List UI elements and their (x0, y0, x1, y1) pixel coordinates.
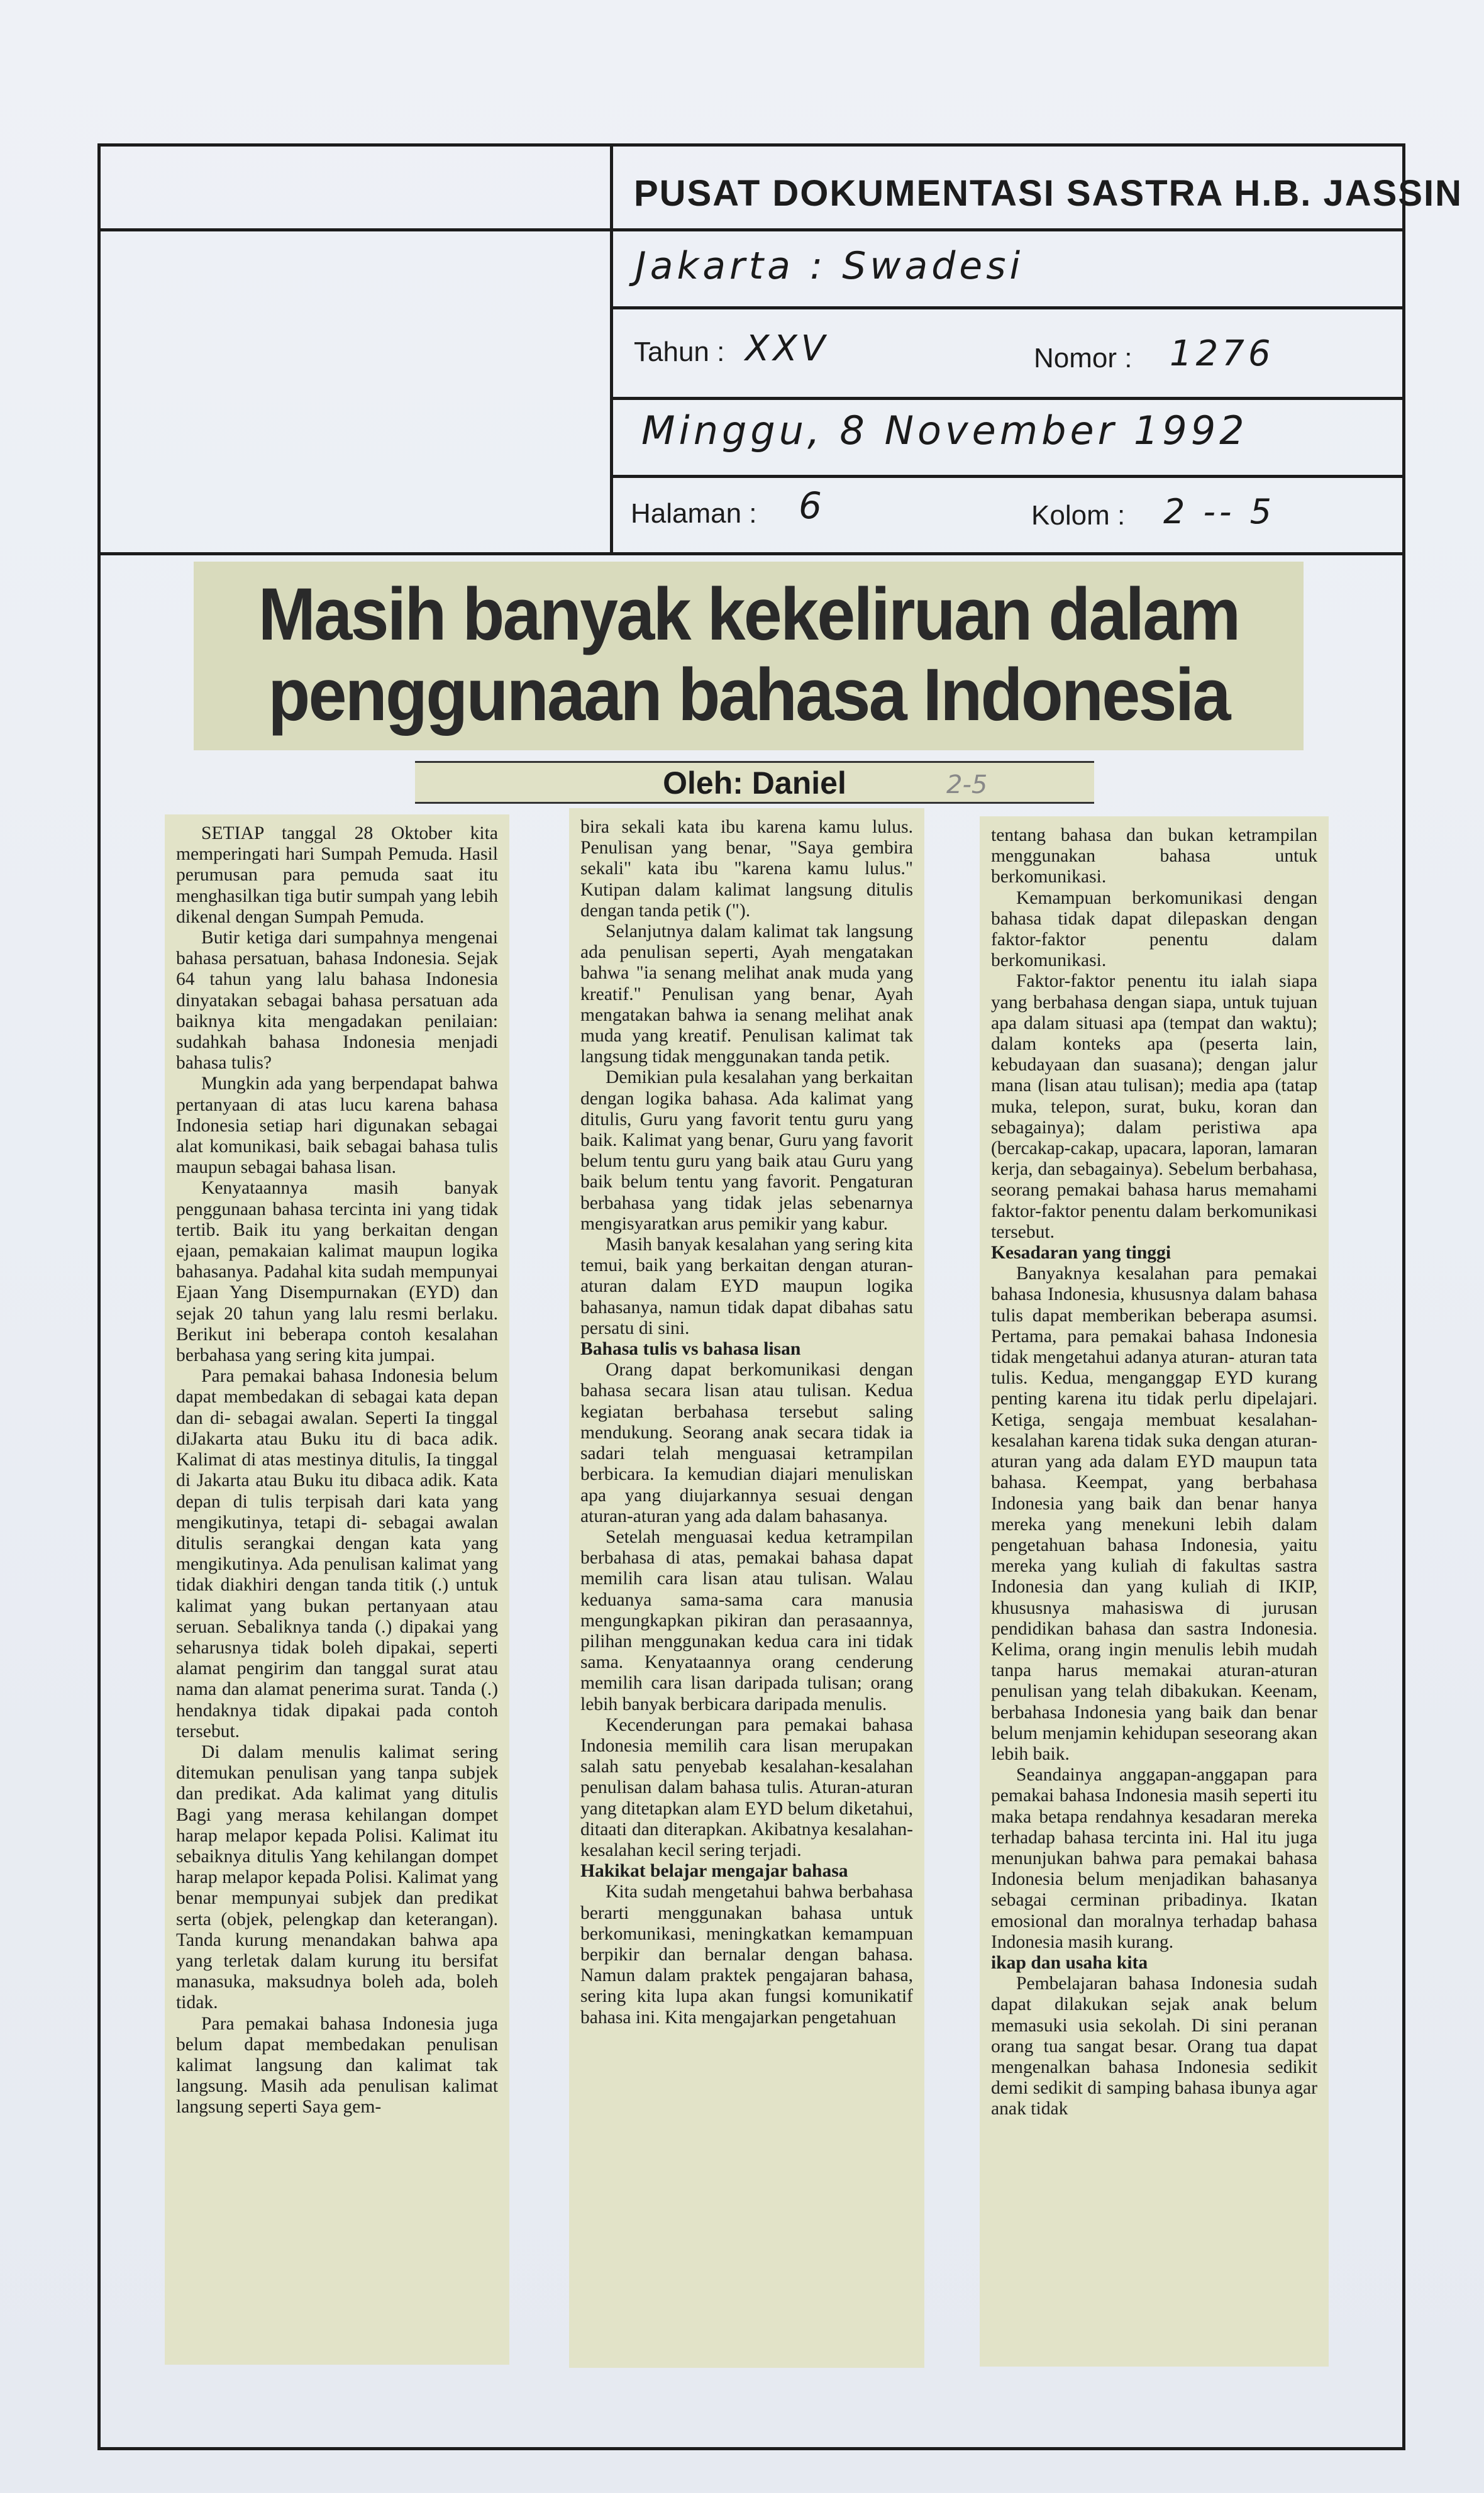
headline-line-2: penggunaan bahasa Indonesia (268, 653, 1229, 736)
byline-rule-top (415, 761, 1094, 763)
paragraph: Banyaknya kesalahan para pemakai bahasa Indonesia, khususnya dalam bahasa tulis dapat memberikan beberapa asumsi. Pertama, para pemakai bahasa Indonesia tidak mengetahui adanya aturan- aturan tata tulis. Kedua, menganggap EYD kurang penting karena itu tidak perlu dipelajari. Ketiga, sengaja membuat kesalahan- kesalahan karena tidak suka dengan aturan-aturan yang ada dalam EYD maupun tata bahasa. Keempat, yang berbahasa Indonesia yang baik dan benar hanya mereka yang menekuni lebih dalam pengetahuan bahasa Indonesia, yaitu mereka yang kuliah di fakultas sastra Indonesia dan yang kuliah di IKIP, khususnya mahasiswa di jurusan pendidikan bahasa dan sastra Indonesia. Kelima, orang ingin menulis lebih mudah tanpa harus memakai aturan-aturan penulisan yang telah dibakukan. Keenam, berbahasa Indonesia yang baik dan benar belum menjamin kehidupan seseorang akan lebih baik. (991, 1263, 1317, 1764)
paragraph: Seandainya anggapan-anggapan para pemakai bahasa Indonesia masih seperti itu maka betapa rendahnya kesadaran mereka terhadap bahasa tercinta ini. Hal itu juga menunjukan bahwa para pemakai bahasa Indonesia belum menjadikan bahasanya sebagai cerminan pribadinya. Ikatan emosional dan moralnya terhadap bahasa Indonesia masih kurang. (991, 1765, 1317, 1952)
paragraph: bira sekali kata ibu karena kamu lulus. Penulisan yang benar, "Saya gembira sekali" kata ibu "karena kamu lulus." Kutipan dalam kalimat langsung ditulis dengan tanda petik ("). (580, 817, 913, 921)
halaman-value: 6 (799, 484, 826, 527)
byline-rule-bottom (415, 802, 1094, 804)
halaman-label: Halaman : (631, 498, 757, 529)
paragraph: Kita sudah mengetahui bahwa berbahasa berarti menggunakan bahasa untuk berkomunikasi, meningkatkan kemampuan berpikir dan bernalar dengan bahasa. Namun dalam praktek pengajaran bahasa, sering kita lupa akan fungsi komunikatif bahasa ini. Kita mengajarkan pengetahuan (580, 1882, 913, 2028)
paragraph: Setelah menguasai kedua ketrampilan berbahasa di atas, pemakai bahasa dapat memilih cara lisan atau tulisan. Walau keduanya sama-sama cara manusia mengungkapkan pikiran dan perasaannya, pilihan menggunakan kedua cara ini tidak sama. Kenyataannya orang cenderung memilih cara lisan daripada tulisan; orang lebih banyak berbicara daripada menulis. (580, 1526, 913, 1714)
headline-clip (194, 562, 1304, 750)
date-handwritten: Minggu, 8 November 1992 (641, 408, 1248, 453)
source-handwritten: Jakarta : Swadesi (635, 244, 1024, 288)
margin-note: 2-5 (946, 770, 988, 799)
subheading: Hakikat belajar mengajar bahasa (580, 1861, 848, 1882)
subheading: Bahasa tulis vs bahasa lisan (580, 1339, 801, 1360)
header-divider-vertical (610, 147, 613, 552)
paragraph: Para pemakai bahasa Indonesia juga belum dapat membedakan penulisan kalimat langsung dan kalimat tak langsung. Masih ada penulisan kalimat langsung seperti Saya gem- (176, 2013, 498, 2118)
byline: Oleh: Daniel (663, 765, 846, 801)
tahun-value: XXV (745, 328, 829, 369)
article-column-2 (569, 808, 924, 2368)
byline-clip (415, 761, 1094, 804)
tahun-label: Tahun : (634, 336, 725, 367)
nomor-label: Nomor : (1034, 343, 1132, 374)
paragraph: Para pemakai bahasa Indonesia belum dapat membedakan di sebagai kata depan dan di- sebagai awalan. Seperti Ia tinggal diJakarta atau Buku itu di baca adik. Kalimat di atas mestinya ditulis, Ia tinggal di Jakarta atau Buku itu dibaca adik. Kata depan di tulis terpisah dari kata yang mengikutinya, tetapi di- sebagai awalan ditulis serangkai dengan kata yang mengikutinya. Ada penulisan kalimat yang tidak diakhiri dengan tanda titik (.) untuk kalimat yang bukan pertanyaan atau seruan. Sebaliknya tanda (.) dipakai yang seharusnya tidak boleh dipakai, seperti alamat pengirim dan tanggal surat atau nama dan alamat penerima surat. Tanda (.) hendaknya tidak dipakai pada contoh tersebut. (176, 1366, 498, 1741)
paragraph: SETIAP tanggal 28 Oktober kita memperingati hari Sumpah Pemuda. Hasil perumusan para pemuda saat itu menghasilkan tiga butir sumpah yang lebih dikenal dengan Sumpah Pemuda. (176, 823, 498, 927)
paragraph: tentang bahasa dan bukan ketrampilan menggunakan bahasa untuk berkomunikasi. (991, 825, 1317, 887)
article-column-1 (165, 814, 509, 2365)
paragraph: Masih banyak kesalahan yang sering kita temui, baik yang berkaitan dengan aturan-aturan dalam EYD maupun logika bahasanya, namun tidak dapat dibahas satu persatu di sini. (580, 1235, 913, 1338)
institution-title: PUSAT DOKUMENTASI SASTRA H.B. JASSIN (634, 173, 1463, 214)
paragraph: Selanjutnya dalam kalimat tak langsung ada penulisan seperti, Ayah mengatakan bahwa "ia senang melihat anak muda yang kreatif." Penulisan yang benar, Ayah mengatakan bahwa ia senang melihat anak muda yang kreatif. Penulisan kalimat tak langsung tidak menggunakan tanda petik. (580, 921, 913, 1067)
paragraph: Kenyataannya masih banyak penggunaan bahasa tercinta ini yang tidak tertib. Baik itu yang berkaitan dengan ejaan, pemakaian kalimat maupun logika bahasanya. Padahal kita sudah mempunyai Ejaan Yang Disempurnakan (EYD) dan sejak 20 tahun yang lalu resmi berlaku. Berikut ini beberapa contoh kesalahan berbahasa yang sering kita jumpai. (176, 1178, 498, 1366)
kolom-label: Kolom : (1031, 500, 1126, 531)
paragraph: Orang dapat berkomunikasi dengan bahasa secara lisan atau tulisan. Kedua kegiatan berbahasa tersebut saling mendukung. Seorang anak secara tidak ia sadari telah menguasai ketrampilan berbicara. Ia kemudian diajari menuliskan apa yang diujarkannya sesuai dengan aturan-aturan yang ada dalam bahasanya. (580, 1360, 913, 1526)
header-rule (610, 475, 1402, 478)
paragraph: Kemampuan berkomunikasi dengan bahasa tidak dapat dilepaskan dengan faktor-faktor penentu dalam berkomunikasi. (991, 887, 1317, 971)
paragraph: Butir ketiga dari sumpahnya mengenai bahasa persatuan, bahasa Indonesia. Sejak 64 tahun yang lalu bahasa Indonesia dinyatakan sebagai bahasa persatuan ada baiknya kita mengadakan penilaian: sudahkah bahasa Indonesia menjadi bahasa tulis? (176, 928, 498, 1074)
paragraph: Demikian pula kesalahan yang berkaitan dengan logika bahasa. Ada kalimat yang ditulis, Guru yang favorit tentu guru yang baik. Kalimat yang benar, Guru yang favorit belum tentu guru yang baik atau Guru yang baik belum tentu yang favorit. Pengaturan berbahasa yang tidak jelas sebenarnya mengisyaratkan arus pemikir yang kabur. (580, 1067, 913, 1234)
subheading: ikap dan usaha kita (991, 1952, 1148, 1973)
header-rule (610, 306, 1402, 309)
kolom-value: 2 -- 5 (1163, 492, 1276, 531)
subheading: Kesadaran yang tinggi (991, 1243, 1171, 1263)
header-rule (610, 397, 1402, 400)
nomor-value: 1276 (1170, 333, 1275, 374)
paragraph: Di dalam menulis kalimat sering ditemukan penulisan yang tanpa subjek dan predikat. Ada kalimat yang ditulis Bagi yang merasa kehilangan dompet harap melapor kepada Polisi. Kalimat itu sebaiknya ditulis Yang kehilangan dompet harap melapor kepada Polisi. Kalimat yang benar mempunyai subjek dan predikat serta (objek, pelengkap dan keterangan). Tanda kurung menandakan bahwa apa yang terletak dalam kurung itu bersifat manasuka, maksudnya boleh ada, boleh tidak. (176, 1741, 498, 2013)
paragraph: Pembelajaran bahasa Indonesia sudah dapat dilakukan sejak anak belum memasuki usia sekolah. Di sini peranan orang tua sangat besar. Orang tua dapat mengenalkan bahasa Indonesia sedikit demi sedikit di samping bahasa ibunya agar anak tidak (991, 1974, 1317, 2119)
paragraph: Kecenderungan para pemakai bahasa Indonesia memilih cara lisan merupakan salah satu penyebab kesalahan-kesalahan penulisan dalam bahasa tulis. Aturan-aturan yang ditetapkan alam EYD belum diketahui, ditaati dan diterapkan. Akibatnya kesalahan-kesalahan kecil sering terjadi. (580, 1714, 913, 1860)
paragraph: Faktor-faktor penentu itu ialah siapa yang berbahasa dengan siapa, untuk tujuan apa dalam situasi apa (tempat dan waktu); dalam konteks apa (peserta lain, kebudayaan dan suasana); dengan jalur mana (lisan atau tulisan); media apa (tatap muka, telepon, surat, buku, koran dan sebagainya); dalam peristiwa apa (bercakap-cakap, upacara, laporan, lamaran kerja, dan sebagainya). Sebelum berbahasa, seorang pemakai bahasa harus memahami faktor-faktor penentu dalam berkomunikasi tersebut. (991, 971, 1317, 1242)
article-column-3 (980, 816, 1329, 2367)
header-rule (101, 228, 1402, 231)
headline-line-1: Masih banyak kekeliruan dalam (258, 573, 1239, 656)
paragraph: Mungkin ada yang berpendapat bahwa pertanyaan di atas lucu karena bahasa Indonesia setiap hari digunakan sebagai alat komunikasi, baik sebagai bahasa tulis maupun sebagai bahasa lisan. (176, 1074, 498, 1178)
